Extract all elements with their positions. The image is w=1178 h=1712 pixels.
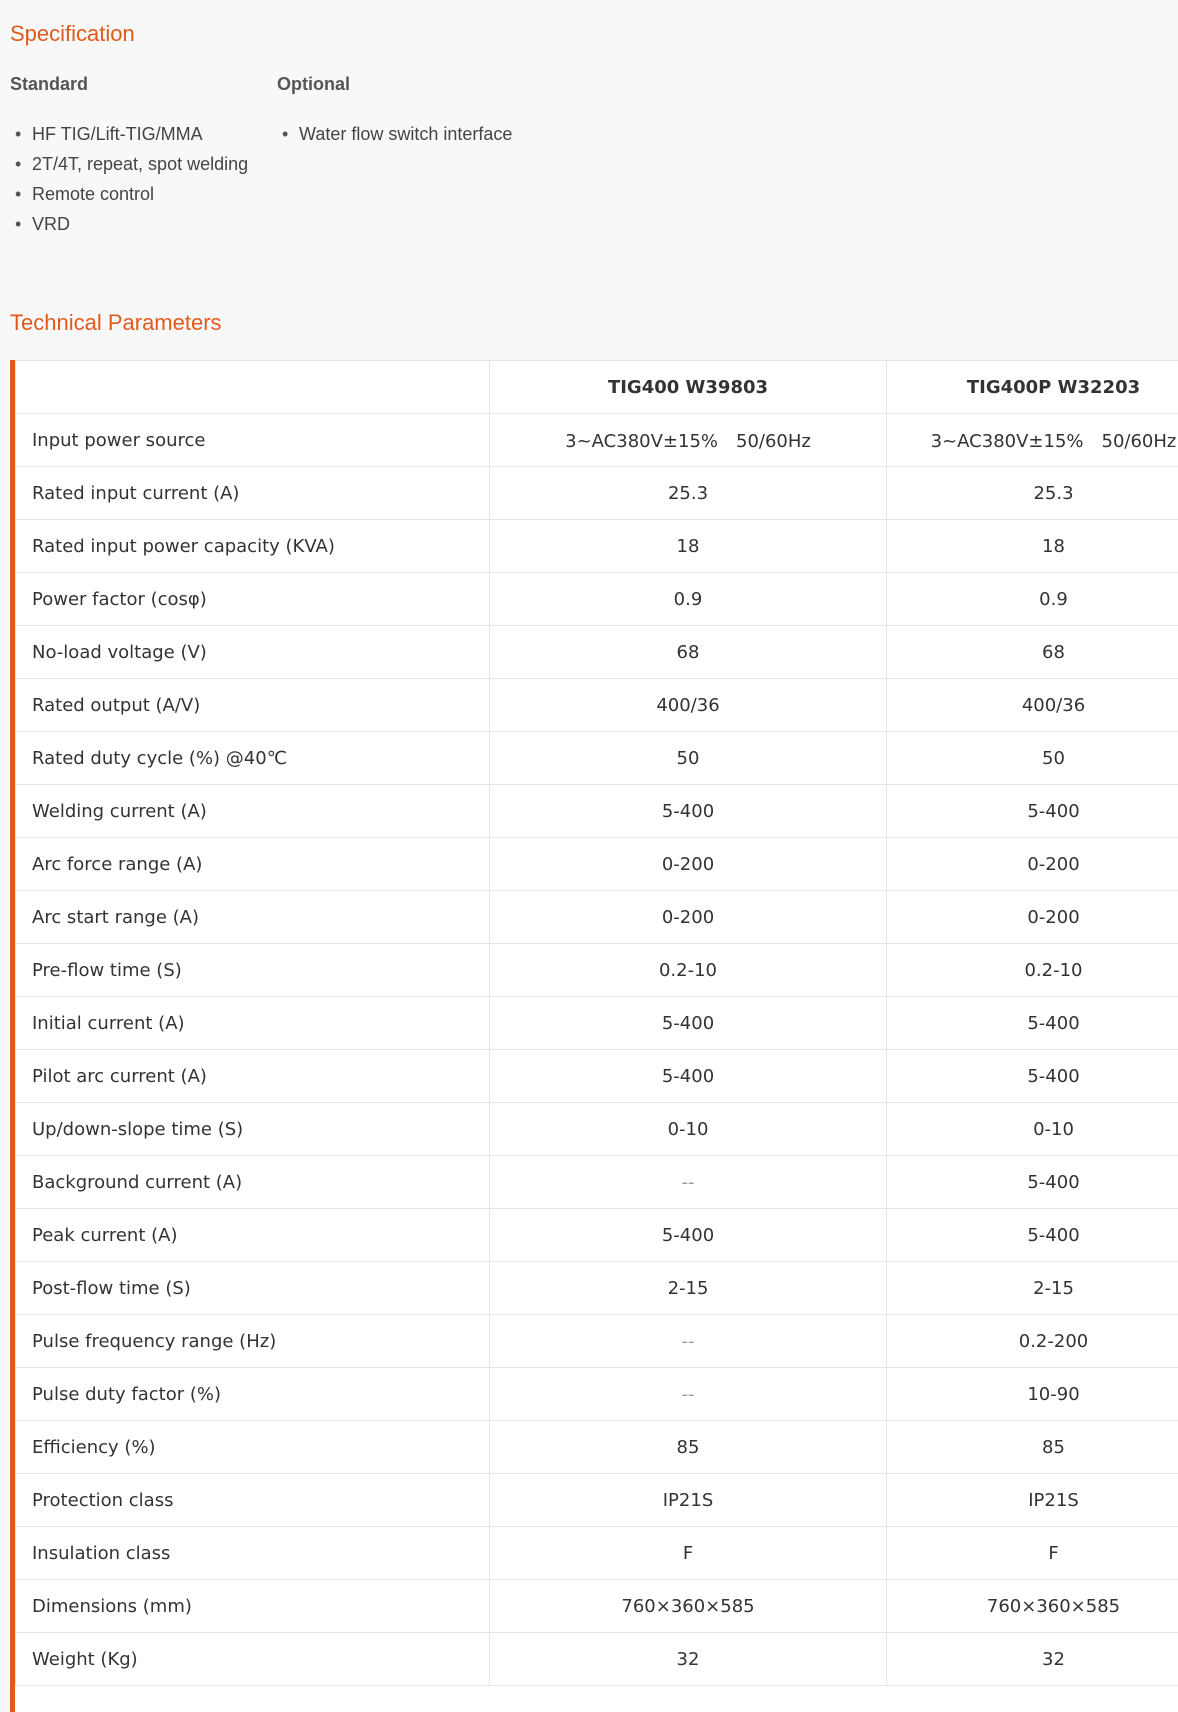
model-2-value: 0.2-10 xyxy=(887,944,1178,997)
param-cell: Welding current (A) xyxy=(16,785,490,838)
model-2-value: 10-90 xyxy=(887,1368,1178,1421)
param-cell: Rated duty cycle (%) @40℃ xyxy=(16,732,490,785)
header-param xyxy=(16,361,490,414)
model-2-value: 0-200 xyxy=(887,891,1178,944)
param-cell: Weight (Kg) xyxy=(16,1633,490,1686)
model-1-value: -- xyxy=(490,1156,887,1209)
param-cell: Rated input current (A) xyxy=(16,467,490,520)
param-cell: Up/down-slope time (S) xyxy=(16,1103,490,1156)
table-row xyxy=(16,997,1178,1050)
model-1-value: 5-400 xyxy=(490,1209,887,1262)
specification-title: Specification xyxy=(10,21,135,46)
model-2-value: 5-400 xyxy=(887,785,1178,838)
model-1-value: 5-400 xyxy=(490,1050,887,1103)
param-cell: Pulse frequency range (Hz) xyxy=(16,1315,490,1368)
list-item: • Remote control xyxy=(10,179,248,209)
model-1-value: 85 xyxy=(490,1421,887,1474)
model-1-value: 68 xyxy=(490,626,887,679)
model-1-value: -- xyxy=(490,1368,887,1421)
param-cell: Protection class xyxy=(16,1474,490,1527)
model-2-value: 0-200 xyxy=(887,838,1178,891)
model-2-value: 2-15 xyxy=(887,1262,1178,1315)
standard-heading: Standard xyxy=(10,74,89,94)
model-2-value: 760×360×585 xyxy=(887,1580,1178,1633)
header-model-1: TIG400 W39803 xyxy=(490,361,887,414)
optional-heading: Optional xyxy=(277,74,350,94)
model-1-value: 5-400 xyxy=(490,785,887,838)
table-row xyxy=(16,1527,1178,1580)
table-row xyxy=(16,1262,1178,1315)
model-1-value: 0.9 xyxy=(490,573,887,626)
table-row xyxy=(16,1156,1178,1209)
param-cell: Power factor (cosφ) xyxy=(16,573,490,626)
table-row xyxy=(16,679,1178,732)
table-row xyxy=(16,1421,1178,1474)
table-row xyxy=(16,785,1178,838)
param-cell: Initial current (A) xyxy=(16,997,490,1050)
optional-list xyxy=(277,119,512,149)
model-2-value: IP21S xyxy=(887,1474,1178,1527)
table-row xyxy=(16,1103,1178,1156)
table-row xyxy=(16,520,1178,573)
table-row xyxy=(16,1050,1178,1103)
model-2-value: 32 xyxy=(887,1633,1178,1686)
list-item: • 2T/4T, repeat, spot welding xyxy=(10,149,248,179)
model-2-value: 0.2-200 xyxy=(887,1315,1178,1368)
param-cell: Arc start range (A) xyxy=(16,891,490,944)
parameters-table xyxy=(15,360,1178,1686)
table-row xyxy=(16,1580,1178,1633)
param-cell: Rated input power capacity (KVA) xyxy=(16,520,490,573)
model-2-value: 400/36 xyxy=(887,679,1178,732)
model-2-value: 3~AC380V±15% 50/60Hz xyxy=(887,414,1178,467)
model-1-value: IP21S xyxy=(490,1474,887,1527)
model-2-value: F xyxy=(887,1527,1178,1580)
table-row xyxy=(16,1209,1178,1262)
model-1-value: 18 xyxy=(490,520,887,573)
param-cell: Rated output (A/V) xyxy=(16,679,490,732)
list-item: • VRD xyxy=(10,209,248,239)
model-1-value: 25.3 xyxy=(490,467,887,520)
model-1-value: 0-200 xyxy=(490,891,887,944)
table-row xyxy=(16,891,1178,944)
param-cell: Post-flow time (S) xyxy=(16,1262,490,1315)
param-cell: Insulation class xyxy=(16,1527,490,1580)
table-row xyxy=(16,838,1178,891)
model-1-value: 400/36 xyxy=(490,679,887,732)
table-row xyxy=(16,732,1178,785)
model-2-value: 50 xyxy=(887,732,1178,785)
table-row xyxy=(16,1474,1178,1527)
model-1-value: 3~AC380V±15% 50/60Hz xyxy=(490,414,887,467)
model-2-value: 5-400 xyxy=(887,1209,1178,1262)
model-1-value: 5-400 xyxy=(490,997,887,1050)
table-row xyxy=(16,944,1178,997)
param-cell: Efficiency (%) xyxy=(16,1421,490,1474)
model-1-value: 760×360×585 xyxy=(490,1580,887,1633)
param-cell: Peak current (A) xyxy=(16,1209,490,1262)
model-1-value: 0.2-10 xyxy=(490,944,887,997)
standard-features xyxy=(10,74,248,239)
model-2-value: 85 xyxy=(887,1421,1178,1474)
param-cell: Pulse duty factor (%) xyxy=(16,1368,490,1421)
optional-features xyxy=(277,74,512,149)
model-1-value: 32 xyxy=(490,1633,887,1686)
table-row xyxy=(16,573,1178,626)
model-2-value: 5-400 xyxy=(887,1050,1178,1103)
table-row xyxy=(16,467,1178,520)
param-cell: Arc force range (A) xyxy=(16,838,490,891)
model-1-value: 0-200 xyxy=(490,838,887,891)
model-2-value: 0-10 xyxy=(887,1103,1178,1156)
standard-list xyxy=(10,119,248,239)
table-row xyxy=(16,414,1178,467)
model-2-value: 0.9 xyxy=(887,573,1178,626)
table-row xyxy=(16,626,1178,679)
model-1-value: -- xyxy=(490,1315,887,1368)
param-cell: Pilot arc current (A) xyxy=(16,1050,490,1103)
param-cell: No-load voltage (V) xyxy=(16,626,490,679)
param-cell: Dimensions (mm) xyxy=(16,1580,490,1633)
parameters-table-container xyxy=(10,360,1178,1712)
list-item: • HF TIG/Lift-TIG/MMA xyxy=(10,119,248,149)
model-2-value: 68 xyxy=(887,626,1178,679)
model-1-value: 50 xyxy=(490,732,887,785)
param-cell: Background current (A) xyxy=(16,1156,490,1209)
param-cell: Pre-flow time (S) xyxy=(16,944,490,997)
list-item: • Water flow switch interface xyxy=(277,119,512,149)
model-2-value: 5-400 xyxy=(887,1156,1178,1209)
table-header-row xyxy=(16,361,1178,414)
param-cell: Input power source xyxy=(16,414,490,467)
model-2-value: 5-400 xyxy=(887,997,1178,1050)
table-row xyxy=(16,1315,1178,1368)
model-1-value: F xyxy=(490,1527,887,1580)
table-row xyxy=(16,1633,1178,1686)
model-2-value: 25.3 xyxy=(887,467,1178,520)
header-model-2: TIG400P W32203 xyxy=(887,361,1178,414)
model-2-value: 18 xyxy=(887,520,1178,573)
technical-parameters-title: Technical Parameters xyxy=(10,310,222,335)
model-1-value: 0-10 xyxy=(490,1103,887,1156)
model-1-value: 2-15 xyxy=(490,1262,887,1315)
table-row xyxy=(16,1368,1178,1421)
